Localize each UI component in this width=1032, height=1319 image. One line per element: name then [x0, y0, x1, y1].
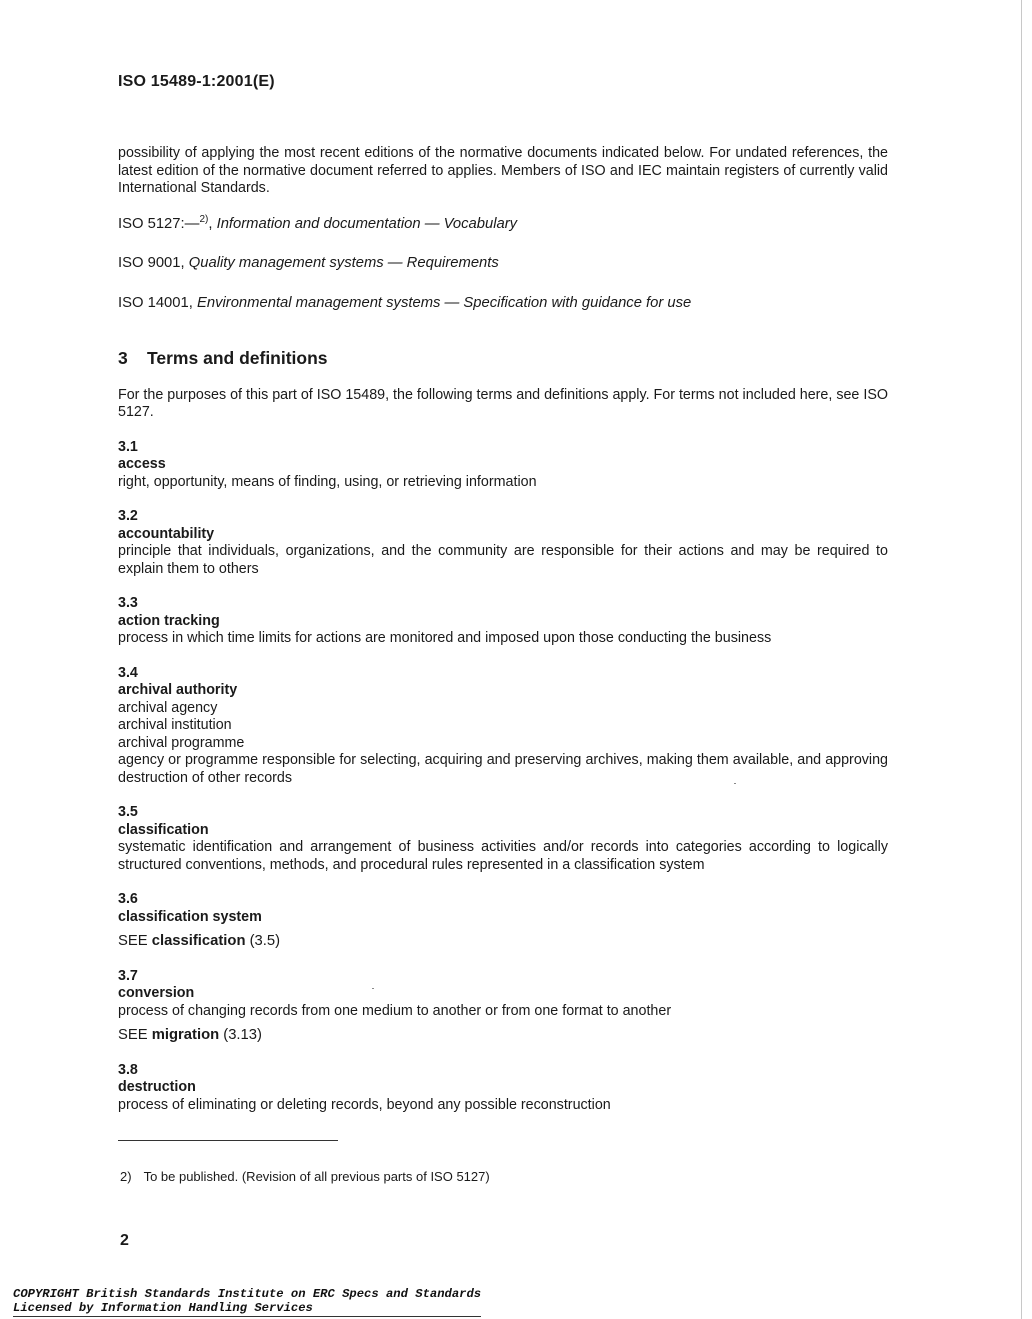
reference-standard: ISO 5127:—: [118, 215, 200, 232]
term-definition: agency or programme responsible for selecting, acquiring and preserving archives, making them available, and approving destruction of other records: [118, 752, 888, 786]
normative-reference: [118, 250, 888, 273]
term-number: 3.2: [118, 508, 138, 524]
term-number: 3.8: [118, 1061, 138, 1078]
term-definition: principle that individuals, organizations, and the community are responsible for their actions and may be required to explain them to others: [118, 543, 888, 577]
term-alternate: archival programme: [118, 734, 245, 751]
term-alternate: archival institution: [118, 717, 232, 733]
term-entry: [118, 1062, 888, 1115]
normative-reference: [118, 290, 888, 313]
footnote-number: 2): [120, 1169, 132, 1184]
document-header: ISO 15489-1:2001(E): [118, 73, 275, 90]
term-entry: [118, 804, 888, 874]
normative-reference: [118, 211, 888, 234]
section-title: Terms and definitions: [147, 348, 328, 368]
reference-separator: ,: [188, 294, 197, 311]
see-ref: (3.5): [245, 933, 281, 949]
term-name: destruction: [118, 1079, 196, 1095]
scan-speck: [372, 988, 374, 989]
license-line: Licensed by Information Handling Services: [13, 1301, 481, 1317]
see-prefix: SEE: [118, 1027, 152, 1043]
terms-list: [118, 439, 888, 1115]
term-definition: process of changing records from one medium to another or from one format to another: [118, 1002, 672, 1019]
footnote-rule: [118, 1140, 338, 1141]
term-name: classification system: [118, 908, 262, 925]
see-term: classification: [151, 933, 246, 949]
term-entry: [118, 665, 888, 788]
intro-paragraph: possibility of applying the most recent editions of the normative documents indicated below. For undated references, the latest edition of the normative document referred to applies. Members of ISO and IEC maintain registers of currently valid International Standards.: [118, 145, 888, 196]
term-definition: process in which time limits for actions are monitored and imposed upon those conducting the business: [118, 630, 772, 646]
section-number: 3: [118, 348, 128, 368]
term-number: 3.3: [118, 595, 138, 611]
scan-speck: [734, 783, 736, 784]
term-name: access: [118, 456, 166, 472]
term-number: 3.5: [118, 804, 138, 820]
copyright-line: COPYRIGHT British Standards Institute on ERC Specs and Standards: [13, 1287, 482, 1301]
term-name: classification: [118, 821, 209, 838]
term-see-also: [118, 1027, 888, 1045]
normative-references: [118, 211, 888, 313]
see-prefix: SEE: [118, 933, 152, 949]
term-see-also: [118, 933, 888, 951]
see-ref: (3.13): [219, 1027, 262, 1043]
term-definition: process of eliminating or deleting records, beyond any possible reconstruction: [118, 1096, 611, 1113]
see-term: migration: [151, 1027, 220, 1043]
footnote: [120, 1169, 490, 1184]
term-entry: [118, 891, 888, 951]
section-intro: For the purposes of this part of ISO 15489, the following terms and definitions apply. For terms not included here, see ISO 5127.: [118, 386, 888, 420]
term-entry: [118, 439, 888, 492]
term-number: 3.4: [118, 664, 138, 681]
reference-standard: ISO 9001: [118, 255, 181, 271]
reference-title: Environmental management systems — Specification with guidance for use: [196, 294, 692, 311]
term-number: 3.6: [118, 891, 138, 907]
reference-separator: ,: [208, 215, 217, 232]
term-definition: right, opportunity, means of finding, using, or retrieving information: [118, 473, 537, 490]
term-entry: [118, 508, 888, 578]
term-name: archival authority: [118, 682, 238, 698]
term-name: action tracking: [118, 612, 220, 629]
reference-standard: ISO 14001: [118, 294, 189, 311]
footnote-marker: 2): [199, 213, 209, 225]
footnote-text: To be published. (Revision of all previous parts of ISO 5127): [143, 1169, 490, 1184]
term-number: 3.7: [118, 967, 138, 984]
term-entry: [118, 595, 888, 648]
reference-separator: ,: [180, 255, 189, 271]
term-entry: [118, 968, 888, 1045]
term-definition: systematic identification and arrangement of business activities and/or records into categories according to logically structured conventions, methods, and procedural rules represented in a classification system: [118, 839, 888, 873]
term-name: accountability: [118, 525, 215, 542]
section-heading: [118, 350, 888, 368]
term-number: 3.1: [118, 438, 138, 455]
page-number: 2: [120, 1232, 129, 1249]
term-name: conversion: [118, 985, 195, 1001]
page-edge: [1021, 0, 1022, 1319]
page-content: [118, 145, 888, 1114]
term-alternate: archival agency: [118, 699, 218, 716]
reference-title: Information and documentation — Vocabulary: [216, 215, 518, 232]
reference-title: Quality management systems — Requirements: [188, 255, 499, 271]
copyright-notice: [13, 1287, 481, 1317]
